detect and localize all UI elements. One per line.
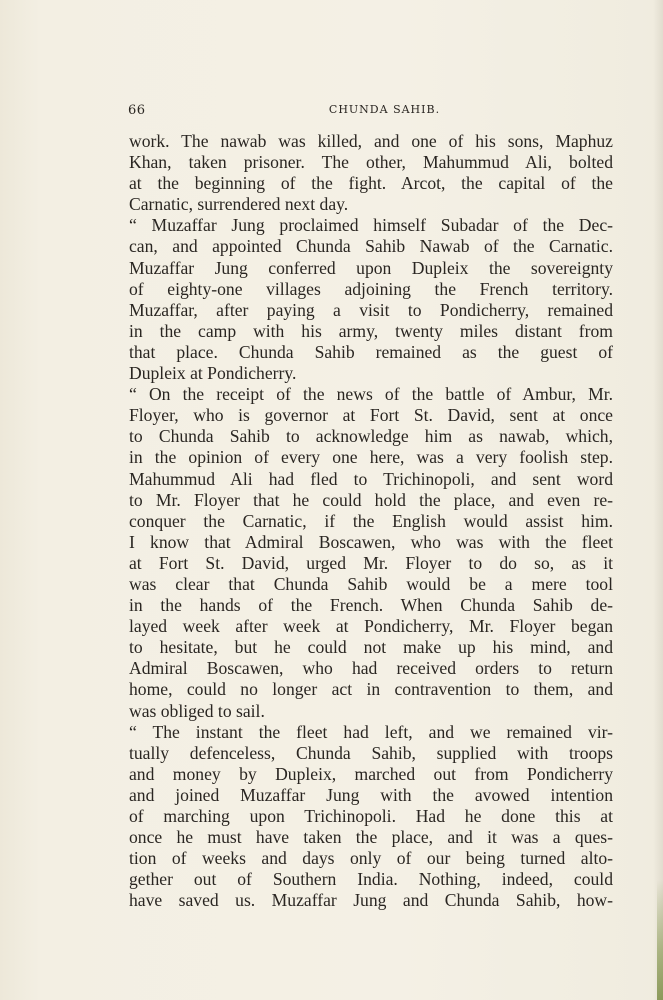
text-line: that place. Chunda Sahib remained as the guest of (129, 341, 613, 362)
page-header (128, 103, 613, 123)
text-line: Muzaffar, after paying a visit to Pondicherry, remained (129, 299, 613, 320)
running-head: CHUNDA SAHIB. (328, 103, 441, 116)
text-line: Carnatic, surrendered next day. (129, 194, 349, 215)
text-line: “ Muzaffar Jung proclaimed himself Subadar of the Dec- (129, 215, 613, 236)
text-line: at the beginning of the fight. Arcot, the capital of the (129, 173, 613, 194)
text-line: to Chunda Sahib to acknowledge him as nawab, which, (129, 426, 613, 447)
page-edge-stain (657, 880, 663, 1000)
text-line: Muzaffar Jung conferred upon Dupleix the sovereignty (129, 257, 613, 278)
text-line: of marching upon Trichinopoli. Had he done this at (129, 806, 613, 826)
text-line: of eighty-one villages adjoining the French territory. (129, 278, 613, 299)
text-line: layed week after week at Pondicherry, Mr. Floyer began (129, 616, 613, 637)
text-line: I know that Admiral Boscawen, who was with the fleet (129, 531, 613, 552)
text-line: tion of weeks and days only of our being turned alto- (129, 848, 613, 869)
text-line: and money by Dupleix, marched out from Pondicherry (129, 763, 613, 784)
text-line: Admiral Boscawen, who had received orders to return (129, 658, 613, 679)
text-line: to Mr. Floyer that he could hold the place, and even re- (129, 489, 613, 510)
text-line: gether out of Southern India. Nothing, indeed, could (129, 869, 613, 890)
text-line: in the hands of the French. When Chunda Sahib de- (129, 595, 613, 616)
text-line: once he must have taken the place, and it was a ques- (129, 827, 613, 848)
page-number: 66 (128, 103, 146, 118)
text-line: have saved us. Muzaffar Jung and Chunda Sahib, how- (129, 890, 613, 911)
text-line: and joined Muzaffar Jung with the avowed intention (129, 784, 613, 805)
text-line: was clear that Chunda Sahib would be a mere tool (129, 573, 613, 594)
body-text (129, 131, 613, 911)
text-line: home, could no longer act in contravention to them, and (129, 679, 613, 700)
text-line: work. The nawab was killed, and one of his sons, Maphuz (129, 131, 613, 151)
text-line: Dupleix at Pondicherry. (129, 363, 297, 384)
text-line: tually defenceless, Chunda Sahib, supplied with troops (129, 742, 613, 763)
text-line: Khan, taken prisoner. The other, Mahummud Ali, bolted (129, 152, 613, 173)
text-line: at Fort St. David, urged Mr. Floyer to do so, as it (129, 552, 613, 573)
text-line: conquer the Carnatic, if the English would assist him. (129, 510, 613, 531)
text-line: can, and appointed Chunda Sahib Nawab of the Carnatic. (129, 236, 613, 257)
text-line: was obliged to sail. (129, 700, 265, 721)
text-line: “ On the receipt of the news of the battle of Ambur, Mr. (129, 384, 613, 405)
text-line: Floyer, who is governor at Fort St. David, sent at once (129, 405, 613, 426)
text-line: Mahummud Ali had fled to Trichinopoli, and sent word (129, 468, 613, 489)
text-line: to hesitate, but he could not make up his mind, and (129, 637, 613, 658)
text-line: “ The instant the fleet had left, and we remained vir- (129, 721, 613, 742)
text-line: in the camp with his army, twenty miles distant from (129, 320, 613, 341)
text-line: in the opinion of every one here, was a very foolish step. (129, 447, 613, 468)
page-edge-shadow (653, 0, 663, 1000)
